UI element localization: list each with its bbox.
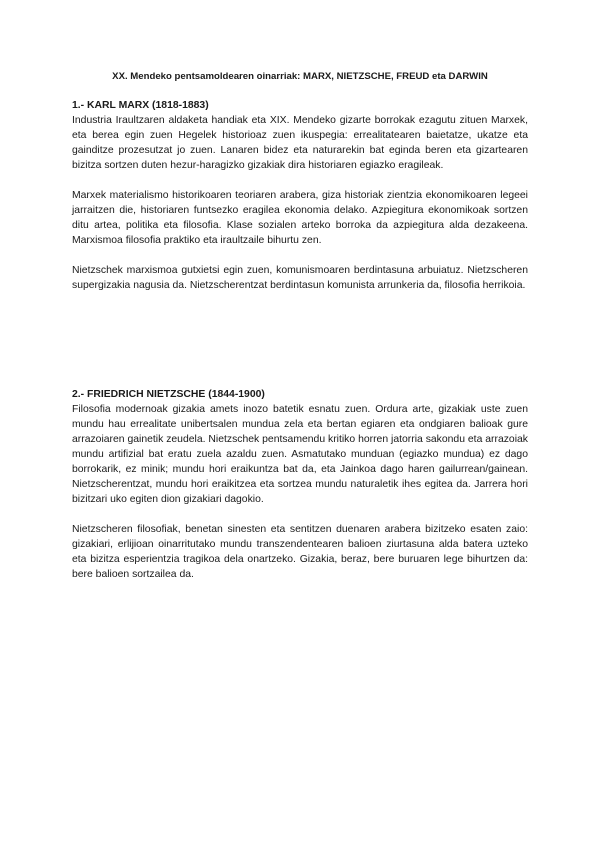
section-heading: 1.- KARL MARX (1818-1883): [72, 100, 209, 111]
paragraph: Marxek materialismo historikoaren teoriaren arabera, giza historiak zientzia ekonomikoaren legeei jarraitzen die, historiaren funtsezko eragilea ekonomia delako. Azpiegitura ekonomikoak sortzen ditu artea, politika eta filosofia. Klase sozialen arteko borroka da azpiegitura alda dezakeena. Marxismoa filosofia praktiko eta iraultzaile bihurtu zen.: [72, 190, 528, 246]
section-heading: 2.- FRIEDRICH NIETZSCHE (1844-1900): [72, 389, 265, 400]
paragraph: Industria Iraultzaren aldaketa handiak eta XIX. Mendeko gizarte borrokak ezagutu zituen Marxek, eta berea egin zuen Hegelek historioaz zuen ikuspegia: errealitatearen baietatze, ukatze eta gainditze prozesutzat jo zuen. Lanaren bidez eta naturarekin bat eginda beren eta gizartearen bizitza sortzen duten hezur-haragizko gizakiak dira historiaren egiazko eragileak.: [72, 115, 528, 171]
section-friedrich-nietzsche: [72, 387, 528, 597]
section-karl-marx: [72, 98, 528, 308]
paragraph: Nietzscheren filosofiak, benetan sinesten eta sentitzen duenaren arabera bizitzeko esaten zaio: gizakiari, erlijioan oinarritutako mundu transzendentearen balioen ziurtasuna alda batera uzteko eta bizitza esperientzia tragikoa dela onartzeko. Gizakia, beraz, bere buruaren lege bihurtzen da: bere balioen sortzailea da.: [72, 524, 528, 580]
paragraph: Nietzschek marxismoa gutxietsi egin zuen, komunismoaren berdintasuna arbuiatuz. Nietzscheren supergizakia nagusia da. Nietzscherentzat berdintasun komunista arrunkeria da, filosofia herrikoia.: [72, 265, 528, 291]
paragraph: Filosofia modernoak gizakia amets inozo batetik esnatu zuen. Ordura arte, gizakiak uste zuen mundu hau errealitate unibertsalen mundua zela eta bertan egiaren eta ondgiaren balioak gure arrazoiaren gainetik zeudela. Nietzschek pentsamendu kritiko horren jatorria sakondu eta arrazoiak mundu artifizial bat eratu zuela azaldu zuen. Asmatutako munduan (egiazko mundua) ez dago borrokarik, ez minik; mundu hori eraikuntza bat da, eta Jainkoa dago haren gailurrean/gainean. Nietzscherentzat, mundu hori eraikitzea eta sortzea mundu naturaletik ihes egitea da. Jarrera hori bizitzari uko egiten dion gizakiari dagokio.: [72, 404, 528, 505]
document-title: XX. Mendeko pentsamoldearen oinarriak: MARX, NIETZSCHE, FREUD eta DARWIN: [112, 71, 488, 82]
